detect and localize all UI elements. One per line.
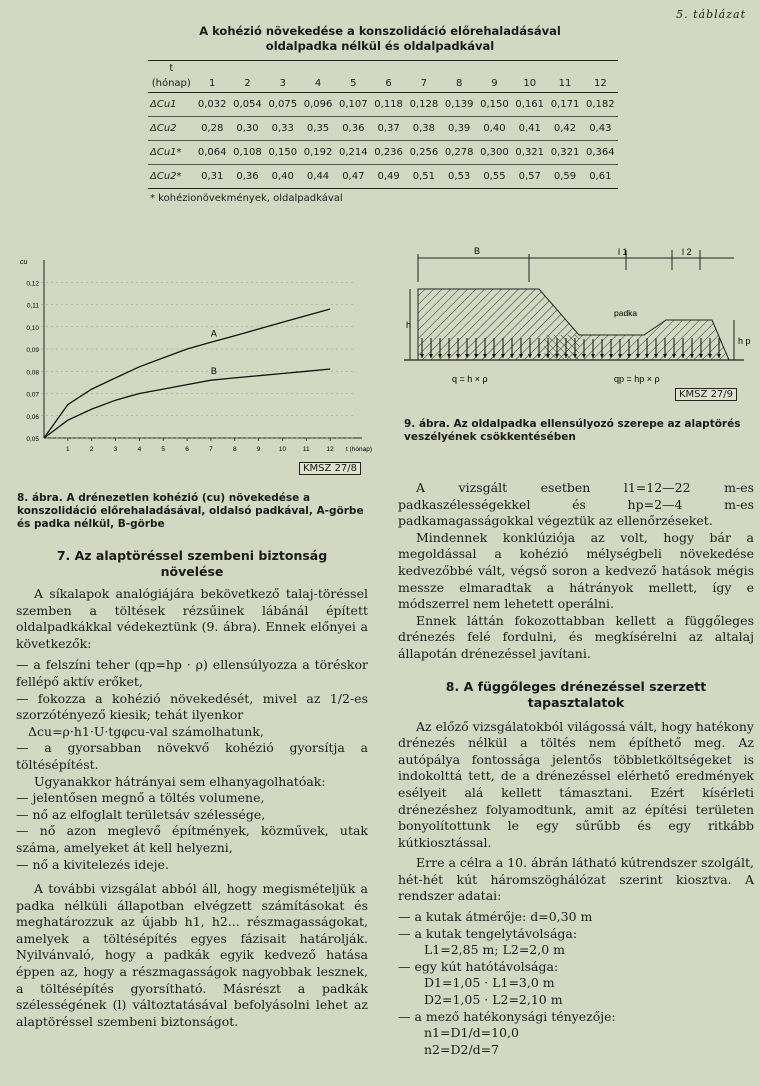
x-tick-label: 3 (113, 446, 118, 453)
month-header: 10 (512, 74, 547, 93)
table-cell: 0,51 (406, 165, 441, 189)
table-row (148, 165, 618, 189)
row-label: ΔCu2* (148, 165, 195, 189)
dim-l1-label: l 1 (618, 247, 628, 257)
x-tick-label: 7 (209, 446, 213, 453)
table-cell: 0,150 (265, 141, 300, 165)
table-row (148, 141, 618, 165)
table-cell: 0,300 (477, 141, 512, 165)
table-cell: 0,128 (406, 93, 441, 117)
table-cell: 0,38 (406, 117, 441, 141)
x-tick-label: 12 (326, 446, 334, 453)
month-header: 12 (583, 74, 618, 93)
month-header: 2 (230, 74, 265, 93)
table-cell: 0,37 (371, 117, 406, 141)
cohesion-chart (14, 250, 380, 485)
fig9-code: KMSZ 27/9 (675, 388, 737, 401)
h-label: h (406, 320, 412, 330)
x-axis-label: t (hónap) (346, 446, 373, 453)
row-label: ΔCu1* (148, 141, 195, 165)
drawback-3: — nő azon meglevő építmények, közművek, utak száma, amelyeket át kell helyezni, (16, 823, 368, 855)
x-tick-label: 11 (302, 446, 310, 453)
table-cell: 0,33 (265, 117, 300, 141)
section-8-title-line-2: tapasztalatok (527, 694, 625, 710)
table-cell: 0,182 (583, 93, 618, 117)
table-cell: 0,256 (406, 141, 441, 165)
padka-label: padka (614, 308, 638, 318)
data-spacing: — a kutak tengelytávolsága: (398, 925, 578, 941)
table-cell: 0,35 (300, 117, 335, 141)
right-paragraph-3: Ennek láttán fokozottabban kellett a függőleges drénezés felé fordulni, és megkísérelni az altalaj állapotán drénezéssel javítani. (398, 612, 754, 661)
table-cell: 0,49 (371, 165, 406, 189)
table-cell: 0,57 (512, 165, 547, 189)
table-cell: 0,118 (371, 93, 406, 117)
table-cell: 0,40 (477, 117, 512, 141)
section-7-title-line-2: növelése (160, 564, 224, 579)
data-range-value-2: D2=1,05 · L2=2,10 m (424, 992, 563, 1008)
table-cell: 0,171 (547, 93, 582, 117)
month-header: 6 (371, 74, 406, 93)
x-tick-label: 8 (232, 446, 237, 453)
t-header: t (148, 61, 195, 75)
table-cell: 0,075 (265, 93, 300, 117)
y-tick-label: 0,05 (26, 436, 39, 443)
advantage-1: — a felszíni teher (qp=hp · ρ) ellensúlyozza a töréskor fellépő aktív erőket, (16, 657, 368, 689)
data-range-value-1: D1=1,05 · L1=3,0 m (424, 975, 555, 991)
y-tick-label: 0,10 (26, 324, 39, 332)
q-label: q = h × ρ (452, 374, 488, 384)
table-cell: 0,36 (336, 117, 371, 141)
drawback-1: — jelentősen megnő a töltés volumene, (16, 790, 265, 806)
series-label-A: A (210, 328, 217, 339)
section-8-title (398, 679, 754, 711)
table-footnote: * kohézionövekmények, oldalpadkával (150, 193, 343, 204)
series-line-B (44, 369, 330, 438)
table-cell: 0,321 (547, 141, 582, 165)
advantage-3: — a gyorsabban növekvő kohézió gyorsítja a töltésépítést. (16, 740, 368, 772)
table-cell: 0,139 (442, 93, 477, 117)
table-cell: 0,31 (195, 165, 230, 189)
table-cell: 0,61 (583, 165, 618, 189)
table-cell: 0,054 (230, 93, 265, 117)
table-cell: 0,59 (547, 165, 582, 189)
fig8-code: KMSZ 27/8 (299, 462, 361, 475)
y-tick-label: 0,09 (26, 347, 39, 354)
unit-header: (hónap) (148, 74, 195, 93)
table-cell: 0,30 (230, 117, 265, 141)
table-cell: 0,53 (442, 165, 477, 189)
x-tick-label: 10 (278, 446, 287, 453)
table-cell: 0,39 (442, 117, 477, 141)
x-tick-label: 6 (185, 446, 189, 453)
left-paragraph-2: Ugyanakkor hátrányai sem elhanyagolhatóak: (34, 773, 326, 789)
berm-shade (544, 335, 579, 360)
table-cell: 0,321 (512, 141, 547, 165)
section-8-title-line-1: 8. A függőleges drénezéssel szerzett (445, 678, 707, 694)
berm-diagram (404, 242, 756, 407)
table-title (0, 24, 760, 54)
y-axis-label: cu (20, 259, 28, 266)
x-tick-label: 2 (89, 446, 94, 453)
x-tick-label: 5 (161, 446, 166, 453)
row-label: ΔCu1 (148, 93, 195, 117)
right-paragraph-1: A vizsgált esetben l1=12—22 m-es padkaszélességekkel és hp=2—4 m-es padkamagasságokkal végeztük az ellenőrzéseket. (398, 480, 754, 529)
y-tick-label: 0,11 (26, 302, 39, 310)
month-header: 8 (442, 74, 477, 93)
data-diameter: — a kutak átmérője: d=0,30 m (398, 909, 593, 925)
x-tick-label: 1 (66, 446, 70, 453)
table-cell: 0,44 (300, 165, 335, 189)
table-cell: 0,364 (583, 141, 618, 165)
right-paragraph-2: Mindennek konklúziója az volt, hogy bár a megoldással a kohézió mélységbeli növekedése kedvezőbbé vált, végső soron a kedvező hatások mégis messze elmaradtak a hátrányok mellett, így e módszerrel nem lehetett operálni. (398, 529, 754, 612)
month-header: 4 (300, 74, 335, 93)
table-cell: 0,47 (336, 165, 371, 189)
qp-label: qp = hp × ρ (614, 374, 660, 384)
table-cell: 0,36 (230, 165, 265, 189)
dim-l2-label: l 2 (682, 247, 692, 257)
month-header: 9 (477, 74, 512, 93)
table-cell: 0,41 (512, 117, 547, 141)
month-header: 11 (547, 74, 582, 93)
table-cell: 0,28 (195, 117, 230, 141)
section-7-title (16, 548, 368, 580)
table-cell: 0,107 (336, 93, 371, 117)
y-tick-label: 0,06 (26, 413, 39, 421)
data-efficiency-value-2: n2=D2/d=7 (424, 1041, 500, 1057)
data-range: — egy kút hatótávolsága: (398, 958, 559, 974)
data-efficiency-value-1: n1=D1/d=10,0 (424, 1025, 519, 1041)
table-cell: 0,214 (336, 141, 371, 165)
table-cell: 0,192 (300, 141, 335, 165)
right-column (398, 480, 754, 1058)
cohesion-table (148, 60, 618, 189)
drawback-4: — nő a kivitelezés ideje. (16, 856, 169, 872)
y-tick-label: 0,07 (26, 391, 39, 399)
table-title-line-2: oldalpadka nélkül és oldalpadkával (265, 39, 495, 53)
month-header: 7 (406, 74, 441, 93)
table-number: 5. táblázat (676, 8, 746, 21)
y-tick-label: 0,08 (26, 369, 39, 377)
drawback-2: — nő az elfoglalt területsáv szélessége, (16, 806, 266, 822)
advantage-2: — fokozza a kohézió növekedését, mivel az 1/2-es szorzótényező kiesik; tehát ilyenkor (16, 690, 368, 723)
y-tick-label: 0,12 (26, 280, 39, 288)
table-cell: 0,42 (547, 117, 582, 141)
table-cell: 0,55 (477, 165, 512, 189)
table-row (148, 93, 618, 117)
hp-label: h p (738, 336, 751, 346)
series-label-B: B (210, 366, 217, 377)
table-cell: 0,108 (230, 141, 265, 165)
right-paragraph-4: Az előző vizsgálatokból világossá vált, hogy hatékony drénezés nélkül a töltés nem építhető meg. Az autópálya fontossága jelentős többletköltségeket is indokolttá tett, de a drénezéssel elérhető eredmények esélyeit alá kellett támasztani. Ezért kísérleti drénezéshez folyamodtunk, amit az építési területen bonyolítottunk le egy sűrűbb és egy ritkább kútkiosztással. (398, 718, 754, 850)
fig8-caption: 8. ábra. A drénezetlen kohézió (cu) növekedése a konszolidáció előrehaladásával, oldalsó padkával, A-görbe és padka nélkül, B-görbe (17, 492, 364, 530)
table-cell: 0,096 (300, 93, 335, 117)
table-cell: 0,032 (195, 93, 230, 117)
data-efficiency: — a mező hatékonysági tényezője: (398, 1008, 616, 1024)
data-spacing-values: L1=2,85 m; L2=2,0 m (424, 942, 566, 958)
row-label: ΔCu2 (148, 117, 195, 141)
table-cell: 0,236 (371, 141, 406, 165)
dim-B-label: B (474, 246, 481, 256)
left-paragraph-3: A további vizsgálat abból áll, hogy megismételjük a padka nélküli állapotban elvégzett számításokat és meghatározzuk az újabb h1, h2... részmagasságokat, amelyek a töltésépítés egyes fázisait határolják. Nyilvánvaló, hogy a padkák egyik kedvező hatása éppen az, hogy a részmagasságok nagyobbak lesznek, a töltésépítés gyorsítható. Másrészt a padkák szélességének (l) változtatásával befolyásolni lehet az alaptöréssel szembeni biztonságot. (16, 881, 368, 1029)
left-paragraph-1: A síkalapok analógiájára bekövetkező talaj-töréssel szemben a töltések rézsűinek lábánál épített oldalpadkákkal védekeztünk (9. ábra). Ennek előnyei a következők: (16, 586, 368, 651)
advantage-2-formula: Δcu=ρ·h1·U·tgφcu-val számolhatunk, (28, 723, 264, 739)
table-cell: 0,278 (442, 141, 477, 165)
table-row (148, 117, 618, 141)
x-tick-label: 4 (137, 446, 142, 453)
month-header: 5 (336, 74, 371, 93)
table-title-line-1: A kohézió növekedése a konszolidáció előrehaladásával (199, 24, 561, 38)
fig9-caption: 9. ábra. Az oldalpadka ellensúlyozó szerepe az alaptörés veszélyének csökkentésében (404, 418, 741, 443)
month-header: 3 (265, 74, 300, 93)
section-7-title-line-1: 7. Az alaptöréssel szembeni biztonság (56, 548, 328, 563)
table-cell: 0,161 (512, 93, 547, 117)
x-tick-label: 9 (256, 446, 261, 453)
table-cell: 0,40 (265, 165, 300, 189)
table-cell: 0,43 (583, 117, 618, 141)
table-cell: 0,064 (195, 141, 230, 165)
month-header: 1 (195, 74, 230, 93)
table-cell: 0,150 (477, 93, 512, 117)
right-paragraph-5: Erre a célra a 10. ábrán látható kútrendszer szolgált, hét-hét kút háromszöghálózat szerint kiosztva. A rendszer adatai: (398, 855, 754, 904)
left-column (16, 548, 368, 1030)
